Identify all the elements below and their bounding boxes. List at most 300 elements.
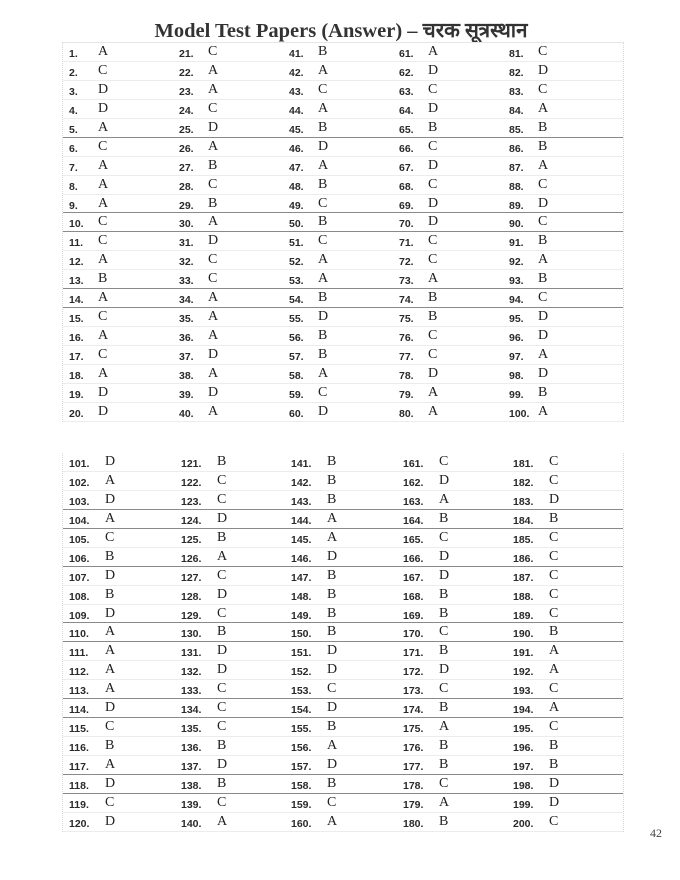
- answer-letter: A: [318, 252, 329, 268]
- question-number: 48.: [289, 180, 304, 193]
- answer-row: [63, 157, 623, 176]
- answer-cell: [285, 680, 397, 698]
- question-number: 102.: [69, 476, 90, 489]
- answer-letter: A: [439, 794, 450, 810]
- answer-letter: C: [217, 567, 227, 583]
- question-number: 91.: [509, 237, 524, 250]
- answer-letter: A: [98, 290, 109, 306]
- question-number: 39.: [179, 388, 194, 401]
- answer-letter: D: [98, 81, 109, 97]
- question-number: 146.: [291, 552, 312, 565]
- answer-letter: B: [327, 454, 337, 469]
- question-number: 63.: [399, 85, 414, 98]
- answer-cell: [507, 718, 619, 736]
- answer-cell: [393, 289, 505, 307]
- answer-cell: [393, 43, 505, 61]
- answer-cell: [397, 586, 509, 604]
- answer-letter: C: [428, 328, 438, 344]
- answer-cell: [63, 813, 175, 831]
- answer-cell: [393, 119, 505, 137]
- question-number: 87.: [509, 161, 524, 174]
- answer-letter: A: [428, 44, 439, 59]
- answer-cell: [397, 605, 509, 623]
- answer-row: [63, 289, 623, 308]
- answer-letter: A: [538, 347, 549, 362]
- answer-table-top: [62, 42, 624, 422]
- answer-cell: [283, 289, 395, 307]
- answer-cell: [63, 453, 175, 471]
- answer-cell: [175, 680, 287, 698]
- answer-letter: D: [538, 309, 549, 325]
- answer-letter: A: [439, 719, 450, 735]
- answer-cell: [397, 548, 509, 566]
- answer-cell: [397, 510, 509, 528]
- question-number: 198.: [513, 779, 534, 792]
- question-number: 24.: [179, 104, 194, 117]
- answer-cell: [63, 623, 175, 641]
- question-number: 173.: [403, 685, 424, 698]
- answer-cell: [285, 453, 397, 471]
- answer-letter: D: [105, 813, 116, 829]
- answer-letter: A: [208, 62, 219, 78]
- answer-letter: A: [208, 138, 219, 154]
- question-number: 139.: [181, 798, 202, 811]
- answer-letter: C: [318, 233, 328, 249]
- answer-letter: B: [439, 586, 449, 602]
- question-number: 127.: [181, 571, 202, 584]
- answer-cell: [283, 119, 395, 137]
- answer-letter: A: [105, 757, 116, 772]
- answer-letter: D: [327, 700, 338, 716]
- answer-row: [63, 623, 623, 642]
- answer-letter: A: [208, 214, 219, 230]
- answer-letter: D: [549, 491, 560, 507]
- answer-cell: [285, 472, 397, 490]
- answer-letter: D: [98, 403, 109, 419]
- question-number: 44.: [289, 104, 304, 117]
- answer-letter: A: [318, 62, 329, 78]
- answer-letter: B: [327, 719, 337, 735]
- question-number: 192.: [513, 666, 534, 679]
- answer-letter: D: [439, 662, 450, 678]
- answer-cell: [175, 548, 287, 566]
- answer-cell: [175, 775, 287, 793]
- answer-letter: C: [217, 681, 227, 697]
- answer-letter: D: [327, 548, 338, 564]
- answer-cell: [63, 119, 175, 137]
- answer-letter: A: [98, 365, 109, 381]
- answer-letter: A: [549, 662, 560, 678]
- question-number: 155.: [291, 723, 312, 736]
- answer-letter: D: [208, 119, 219, 135]
- question-number: 10.: [69, 218, 84, 231]
- question-number: 158.: [291, 779, 312, 792]
- answer-letter: D: [549, 775, 560, 791]
- answer-letter: A: [217, 813, 228, 829]
- answer-cell: [285, 491, 397, 509]
- answer-letter: D: [428, 157, 439, 173]
- question-number: 20.: [69, 407, 84, 420]
- answer-letter: D: [428, 100, 439, 116]
- answer-cell: [63, 327, 175, 345]
- answer-letter: B: [318, 328, 328, 344]
- answer-letter: B: [327, 624, 337, 640]
- question-number: 196.: [513, 742, 534, 755]
- question-number: 32.: [179, 256, 194, 269]
- question-number: 65.: [399, 123, 414, 136]
- answer-cell: [393, 195, 505, 213]
- question-number: 156.: [291, 742, 312, 755]
- question-number: 126.: [181, 552, 202, 565]
- answer-cell: [503, 251, 615, 269]
- answer-cell: [393, 81, 505, 99]
- answer-letter: D: [439, 567, 450, 583]
- answer-letter: B: [428, 290, 438, 306]
- question-number: 19.: [69, 388, 84, 401]
- answer-cell: [175, 623, 287, 641]
- question-number: 145.: [291, 533, 312, 546]
- answer-cell: [63, 756, 175, 774]
- answer-letter: B: [327, 567, 337, 583]
- answer-cell: [283, 251, 395, 269]
- answer-letter: D: [428, 62, 439, 78]
- answer-letter: A: [428, 403, 439, 419]
- answer-letter: A: [98, 328, 109, 344]
- answer-cell: [283, 346, 395, 364]
- question-number: 134.: [181, 704, 202, 717]
- question-number: 189.: [513, 609, 534, 622]
- answer-letter: B: [217, 454, 227, 469]
- answer-cell: [397, 756, 509, 774]
- answer-cell: [63, 43, 175, 61]
- question-number: 114.: [69, 704, 89, 717]
- answer-cell: [397, 737, 509, 755]
- answer-letter: B: [105, 548, 115, 564]
- answer-cell: [283, 62, 395, 80]
- answer-cell: [507, 737, 619, 755]
- answer-letter: D: [318, 403, 329, 419]
- answer-letter: B: [439, 738, 449, 754]
- answer-letter: C: [217, 605, 227, 621]
- answer-cell: [507, 529, 619, 547]
- answer-letter: D: [538, 328, 549, 344]
- question-number: 183.: [513, 495, 534, 508]
- answer-letter: D: [105, 567, 116, 583]
- answer-letter: D: [217, 757, 228, 772]
- answer-letter: B: [538, 271, 548, 287]
- question-number: 13.: [69, 275, 84, 288]
- answer-letter: B: [327, 491, 337, 507]
- answer-cell: [285, 642, 397, 660]
- answer-letter: A: [327, 529, 338, 545]
- answer-cell: [397, 529, 509, 547]
- answer-cell: [173, 327, 285, 345]
- answer-letter: C: [98, 62, 108, 78]
- question-number: 197.: [513, 761, 534, 773]
- question-number: 110.: [69, 628, 89, 641]
- question-number: 103.: [69, 495, 90, 508]
- answer-letter: C: [549, 813, 559, 829]
- answer-letter: A: [105, 662, 116, 678]
- answer-cell: [63, 586, 175, 604]
- question-number: 140.: [181, 817, 202, 830]
- question-number: 135.: [181, 723, 202, 736]
- question-number: 80.: [399, 407, 414, 420]
- answer-cell: [393, 251, 505, 269]
- answer-row: [63, 548, 623, 567]
- question-number: 68.: [399, 180, 414, 193]
- answer-cell: [285, 567, 397, 585]
- answer-cell: [503, 232, 615, 250]
- question-number: 14.: [69, 294, 84, 307]
- answer-letter: A: [538, 100, 549, 116]
- question-number: 178.: [403, 779, 424, 792]
- answer-letter: D: [538, 195, 549, 211]
- answer-cell: [173, 270, 285, 288]
- answer-letter: A: [98, 195, 109, 211]
- answer-letter: D: [217, 662, 228, 678]
- question-number: 92.: [509, 256, 524, 269]
- answer-cell: [393, 308, 505, 326]
- answer-letter: B: [217, 624, 227, 640]
- question-number: 95.: [509, 313, 524, 326]
- answer-cell: [393, 232, 505, 250]
- answer-row: [63, 195, 623, 214]
- answer-letter: B: [208, 195, 218, 211]
- answer-letter: C: [327, 794, 337, 810]
- answer-letter: D: [105, 454, 116, 469]
- answer-letter: C: [217, 700, 227, 716]
- question-number: 98.: [509, 369, 524, 382]
- question-number: 141.: [291, 458, 312, 470]
- answer-cell: [173, 346, 285, 364]
- question-number: 7.: [69, 161, 78, 174]
- answer-cell: [63, 605, 175, 623]
- question-number: 148.: [291, 590, 312, 603]
- answer-row: [63, 699, 623, 718]
- answer-letter: B: [318, 347, 328, 362]
- question-number: 111.: [69, 647, 89, 660]
- answer-cell: [173, 176, 285, 194]
- answer-letter: A: [318, 365, 329, 381]
- question-number: 79.: [399, 388, 414, 401]
- answer-cell: [285, 699, 397, 717]
- question-number: 64.: [399, 104, 414, 117]
- answer-letter: D: [208, 384, 219, 400]
- answer-letter: B: [439, 700, 449, 716]
- answer-letter: B: [208, 157, 218, 173]
- answer-cell: [173, 157, 285, 175]
- answer-cell: [393, 157, 505, 175]
- answer-letter: C: [217, 472, 227, 488]
- answer-row: [63, 308, 623, 327]
- question-number: 60.: [289, 407, 304, 420]
- answer-cell: [503, 43, 615, 61]
- question-number: 21.: [179, 48, 194, 60]
- question-number: 160.: [291, 817, 312, 830]
- answer-cell: [175, 718, 287, 736]
- question-number: 52.: [289, 256, 304, 269]
- question-number: 41.: [289, 48, 304, 60]
- answer-cell: [507, 586, 619, 604]
- question-number: 17.: [69, 351, 84, 363]
- answer-cell: [503, 270, 615, 288]
- question-number: 123.: [181, 495, 202, 508]
- answer-cell: [285, 775, 397, 793]
- question-number: 94.: [509, 294, 524, 307]
- answer-cell: [173, 365, 285, 383]
- answer-row: [63, 62, 623, 81]
- answer-letter: C: [549, 529, 559, 545]
- question-number: 4.: [69, 104, 78, 117]
- answer-letter: B: [538, 119, 548, 135]
- answer-cell: [175, 529, 287, 547]
- answer-cell: [393, 100, 505, 118]
- answer-letter: D: [217, 586, 228, 602]
- answer-cell: [397, 718, 509, 736]
- answer-letter: C: [105, 529, 115, 545]
- answer-cell: [507, 605, 619, 623]
- answer-cell: [63, 491, 175, 509]
- answer-letter: B: [327, 605, 337, 621]
- question-number: 193.: [513, 685, 534, 698]
- question-number: 15.: [69, 313, 84, 326]
- answer-cell: [503, 403, 615, 421]
- answer-letter: C: [549, 472, 559, 488]
- answer-cell: [397, 794, 509, 812]
- question-number: 37.: [179, 351, 194, 363]
- answer-cell: [63, 737, 175, 755]
- answer-letter: C: [208, 100, 218, 116]
- question-number: 40.: [179, 407, 194, 420]
- answer-cell: [397, 567, 509, 585]
- answer-letter: D: [428, 195, 439, 211]
- question-number: 129.: [181, 609, 202, 622]
- answer-letter: D: [327, 757, 338, 772]
- answer-cell: [173, 138, 285, 156]
- answer-cell: [503, 119, 615, 137]
- answer-cell: [283, 365, 395, 383]
- answer-row: [63, 794, 623, 813]
- question-number: 162.: [403, 476, 424, 489]
- question-number: 36.: [179, 332, 194, 345]
- answer-row: [63, 680, 623, 699]
- answer-letter: C: [208, 271, 218, 287]
- answer-letter: A: [98, 176, 109, 192]
- answer-row: [63, 567, 623, 586]
- answer-letter: C: [327, 681, 337, 697]
- answer-cell: [283, 195, 395, 213]
- answer-row: [63, 491, 623, 510]
- question-number: 152.: [291, 666, 312, 679]
- answer-letter: B: [217, 738, 227, 754]
- question-number: 199.: [513, 798, 534, 811]
- answer-table-bottom: [62, 453, 624, 832]
- answer-cell: [507, 567, 619, 585]
- answer-cell: [63, 213, 175, 231]
- answer-cell: [173, 384, 285, 402]
- answer-letter: B: [327, 472, 337, 488]
- answer-letter: B: [439, 757, 449, 772]
- answer-letter: C: [549, 605, 559, 621]
- question-number: 45.: [289, 123, 304, 136]
- answer-letter: D: [327, 662, 338, 678]
- answer-letter: C: [549, 586, 559, 602]
- answer-row: [63, 270, 623, 289]
- answer-row: [63, 737, 623, 756]
- answer-letter: C: [538, 176, 548, 192]
- answer-cell: [175, 756, 287, 774]
- answer-cell: [63, 794, 175, 812]
- answer-cell: [175, 605, 287, 623]
- question-number: 117.: [69, 761, 89, 773]
- question-number: 54.: [289, 294, 304, 307]
- question-number: 120.: [69, 817, 90, 830]
- answer-cell: [503, 176, 615, 194]
- answer-cell: [393, 403, 505, 421]
- answer-row: [63, 365, 623, 384]
- answer-cell: [175, 491, 287, 509]
- question-number: 132.: [181, 666, 202, 679]
- answer-letter: D: [318, 138, 329, 154]
- answer-letter: A: [428, 271, 439, 287]
- answer-row: [63, 472, 623, 491]
- question-number: 181.: [513, 458, 534, 470]
- question-number: 163.: [403, 495, 424, 508]
- answer-cell: [397, 775, 509, 793]
- question-number: 72.: [399, 256, 414, 269]
- question-number: 69.: [399, 199, 414, 212]
- question-number: 34.: [179, 294, 194, 307]
- question-number: 164.: [403, 514, 424, 527]
- answer-row: [63, 586, 623, 605]
- answer-row: [63, 232, 623, 251]
- question-number: 100.: [509, 407, 530, 420]
- answer-cell: [285, 813, 397, 831]
- answer-letter: A: [538, 157, 549, 173]
- question-number: 104.: [69, 514, 90, 527]
- answer-cell: [285, 510, 397, 528]
- question-number: 22.: [179, 66, 194, 79]
- answer-letter: A: [98, 44, 109, 59]
- answer-cell: [283, 308, 395, 326]
- answer-letter: A: [105, 624, 116, 640]
- answer-letter: B: [549, 510, 559, 526]
- question-number: 96.: [509, 332, 524, 345]
- answer-letter: B: [538, 138, 548, 154]
- answer-cell: [285, 756, 397, 774]
- question-number: 75.: [399, 313, 414, 326]
- answer-letter: D: [428, 365, 439, 381]
- answer-cell: [283, 100, 395, 118]
- question-number: 55.: [289, 313, 304, 326]
- answer-cell: [397, 680, 509, 698]
- answer-cell: [393, 176, 505, 194]
- answer-letter: C: [208, 44, 218, 59]
- answer-letter: B: [318, 119, 328, 135]
- answer-cell: [175, 813, 287, 831]
- answer-cell: [175, 472, 287, 490]
- answer-letter: C: [439, 529, 449, 545]
- answer-row: [63, 327, 623, 346]
- question-number: 188.: [513, 590, 534, 603]
- answer-letter: D: [217, 643, 228, 659]
- question-number: 46.: [289, 142, 304, 155]
- answer-cell: [503, 365, 615, 383]
- answer-letter: B: [439, 510, 449, 526]
- answer-letter: B: [439, 643, 449, 659]
- question-number: 157.: [291, 761, 312, 773]
